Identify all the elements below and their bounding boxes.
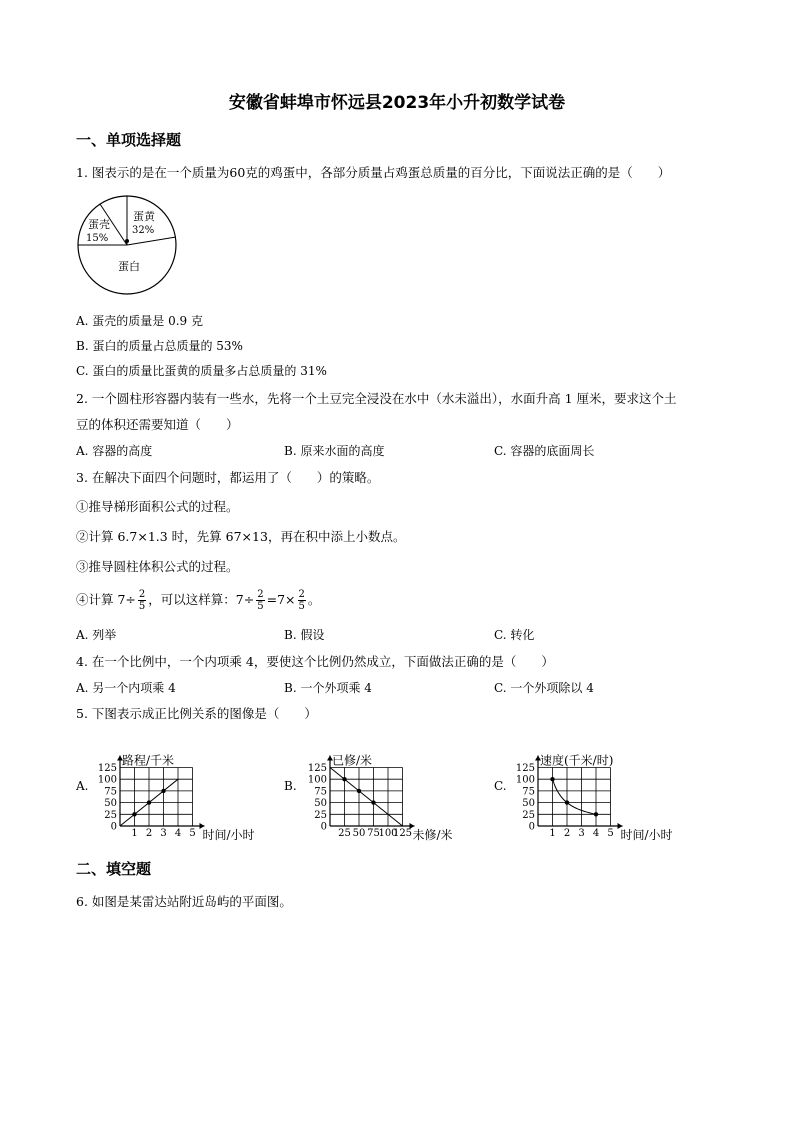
q3-item-4 bbox=[76, 589, 320, 612]
question-2-line-2: 豆的体积还需要知道（ ） bbox=[76, 417, 239, 432]
question-6: 6. 如图是某雷达站附近岛屿的平面图。 bbox=[76, 894, 292, 909]
q1-option-a: A. 蛋壳的质量是 0.9 克 bbox=[76, 314, 204, 328]
q3-item4-part-c: =7× bbox=[266, 592, 296, 607]
x-tick-label: 4 bbox=[174, 828, 182, 839]
x-axis-label: 时间/小时 bbox=[620, 828, 673, 842]
data-point bbox=[594, 812, 598, 816]
slice-label-white: 蛋白 bbox=[118, 260, 140, 273]
page-title: 安徽省蚌埠市怀远县2023年小升初数学试卷 bbox=[228, 93, 566, 113]
x-tick-label: 3 bbox=[578, 828, 585, 839]
q3-item-3: ③推导圆柱体积公式的过程。 bbox=[76, 559, 239, 574]
y-tick-label: 75 bbox=[522, 786, 535, 798]
q2-option-c: C. 容器的底面周长 bbox=[494, 444, 595, 458]
section-heading-choice: 一、单项选择题 bbox=[76, 131, 182, 149]
x-tick-label: 3 bbox=[160, 828, 167, 839]
y-tick-label: 125 bbox=[97, 763, 117, 774]
y-axis-label: 速度(千米/时) bbox=[540, 753, 614, 768]
fraction-numerator: 2 bbox=[257, 589, 264, 600]
pie-divider-yolk bbox=[127, 237, 176, 245]
y-axis-label: 路程/千米 bbox=[122, 753, 175, 768]
q5-option-b: B. bbox=[284, 779, 297, 793]
y-axis-label: 已修/米 bbox=[332, 753, 373, 768]
y-tick-label: 50 bbox=[522, 798, 535, 810]
x-tick-label: 5 bbox=[607, 828, 614, 839]
y-tick-label: 100 bbox=[515, 774, 535, 786]
q1-option-b: B. 蛋白的质量占总质量的 53% bbox=[76, 339, 243, 353]
data-point bbox=[371, 800, 375, 804]
question-4: 4. 在一个比例中，一个内项乘 4，要使这个比例仍然成立，下面做法正确的是（ ） bbox=[76, 654, 554, 669]
question-2-line-1: 2. 一个圆柱形容器内装有一些水，先将一个土豆完全浸没在水中（水未溢出），水面升高 1 厘米，要求这个土 bbox=[76, 391, 677, 406]
y-tick-label: 75 bbox=[104, 786, 117, 798]
question-1: 1. 图表示的是在一个质量为60克的鸡蛋中，各部分质量占鸡蛋总质量的百分比，下面说法正确的是（ ） bbox=[76, 165, 671, 180]
fraction-two-fifths bbox=[138, 589, 146, 612]
x-tick-label: 1 bbox=[131, 828, 138, 839]
q3-item4-part-b: ，可以这样算：7÷ bbox=[148, 592, 255, 607]
data-point bbox=[161, 789, 165, 793]
x-tick-label: 2 bbox=[145, 828, 153, 839]
data-point bbox=[550, 777, 554, 781]
q2-option-b: B. 原来水面的高度 bbox=[284, 444, 385, 458]
x-axis-label: 未修/米 bbox=[412, 828, 453, 842]
q4-option-a: A. 另一个内项乘 4 bbox=[76, 681, 176, 695]
y-tick-label: 125 bbox=[307, 763, 327, 774]
x-tick-label: 2 bbox=[563, 828, 571, 839]
q3-item-1: ①推导梯形面积公式的过程。 bbox=[76, 499, 239, 514]
slice-label-yolk: 蛋黄 bbox=[133, 210, 155, 223]
y-tick-label: 25 bbox=[522, 809, 535, 821]
pie-center-dot bbox=[125, 239, 129, 243]
slice-pct-shell: 15% bbox=[86, 233, 109, 244]
data-point bbox=[565, 800, 569, 804]
y-tick-label: 25 bbox=[314, 809, 327, 821]
q5-option-c: C. bbox=[494, 779, 507, 793]
x-tick-label: 125 bbox=[392, 828, 413, 839]
data-line bbox=[330, 768, 403, 827]
x-tick-label: 75 bbox=[367, 828, 380, 839]
y-tick-label: 25 bbox=[104, 809, 117, 821]
fraction-numerator: 2 bbox=[298, 589, 305, 600]
y-tick-label: 50 bbox=[314, 798, 327, 810]
slice-pct-yolk: 32% bbox=[132, 225, 155, 236]
data-point bbox=[357, 789, 361, 793]
q3-item-2: ②计算 6.7×1.3 时，先算 67×13，再在积中添上小数点。 bbox=[76, 529, 406, 544]
x-tick-label: 50 bbox=[352, 828, 366, 839]
slice-label-shell: 蛋壳 bbox=[88, 218, 110, 231]
question-5: 5. 下图表示成正比例关系的图像是（ ） bbox=[76, 706, 317, 721]
x-axis-label: 时间/小时 bbox=[202, 828, 255, 842]
q4-option-c: C. 一个外项除以 4 bbox=[494, 681, 594, 695]
data-point bbox=[342, 777, 346, 781]
q1-option-c: C. 蛋白的质量比蛋黄的质量多占总质量的 31% bbox=[76, 364, 327, 378]
q3-option-c: C. 转化 bbox=[494, 628, 535, 642]
fraction-denominator: 5 bbox=[298, 601, 305, 612]
data-point bbox=[132, 812, 136, 816]
y-tick-label: 50 bbox=[104, 798, 117, 810]
q5-option-a: A. bbox=[76, 779, 89, 793]
y-tick-label: 0 bbox=[528, 821, 535, 833]
data-point bbox=[147, 800, 151, 804]
section-heading-fill: 二、填空题 bbox=[76, 860, 152, 878]
q3-option-a: A. 列举 bbox=[76, 628, 117, 642]
x-tick-label: 100 bbox=[378, 828, 398, 839]
graph-b bbox=[300, 726, 485, 844]
q3-option-b: B. 假设 bbox=[284, 628, 325, 642]
fraction-denominator: 5 bbox=[257, 601, 264, 612]
data-curve bbox=[553, 779, 597, 814]
x-tick-label: 5 bbox=[189, 828, 196, 839]
question-3: 3. 在解决下面四个问题时，都运用了（ ）的策略。 bbox=[76, 470, 380, 485]
fraction-two-fifths bbox=[256, 589, 264, 612]
y-tick-label: 0 bbox=[320, 821, 327, 833]
y-tick-label: 100 bbox=[307, 774, 327, 786]
egg-composition-pie-chart bbox=[76, 194, 180, 298]
y-tick-label: 0 bbox=[110, 821, 117, 833]
x-tick-label: 25 bbox=[338, 828, 351, 839]
x-tick-label: 4 bbox=[592, 828, 600, 839]
q3-item4-part-a: ④计算 7÷ bbox=[76, 592, 136, 607]
graph-a bbox=[90, 726, 275, 844]
q4-option-b: B. 一个外项乘 4 bbox=[284, 681, 372, 695]
fraction-numerator: 2 bbox=[138, 589, 146, 600]
q3-item4-part-d: 。 bbox=[307, 592, 321, 607]
x-tick-label: 1 bbox=[549, 828, 556, 839]
fraction-two-fifths bbox=[298, 589, 306, 612]
y-tick-label: 100 bbox=[97, 774, 117, 786]
y-tick-label: 125 bbox=[515, 763, 535, 774]
y-tick-label: 75 bbox=[314, 786, 327, 798]
q2-option-a: A. 容器的高度 bbox=[76, 444, 153, 458]
graph-c bbox=[508, 726, 693, 844]
fraction-denominator: 5 bbox=[138, 601, 146, 612]
